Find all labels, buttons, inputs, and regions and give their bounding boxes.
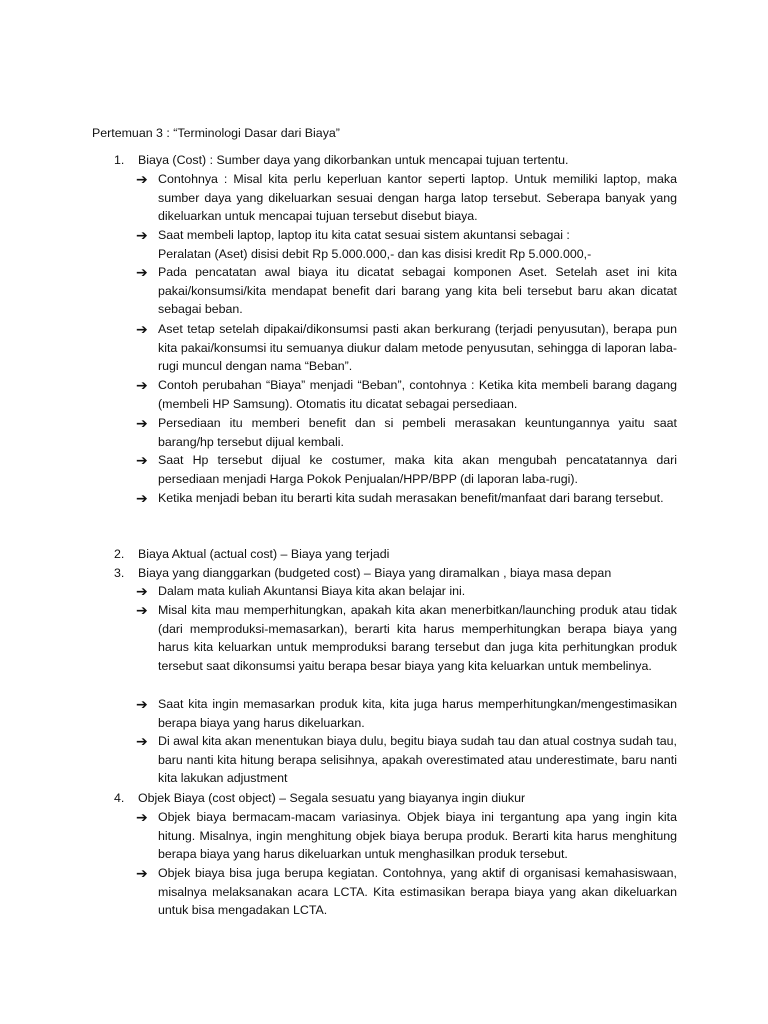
arrow-right-icon: ➔ bbox=[136, 602, 148, 618]
section-1-bullet-1 bbox=[136, 170, 677, 226]
section-3-number: 3. bbox=[114, 566, 125, 580]
section-3-bullet-2 bbox=[136, 601, 677, 676]
section-1-bullet-4 bbox=[136, 320, 677, 376]
section-1-heading: Biaya (Cost) : Sumber daya yang dikorbankan untuk mencapai tujuan tertentu. bbox=[138, 153, 569, 167]
bullet-text: Dalam mata kuliah Akuntansi Biaya kita akan belajar ini. bbox=[158, 584, 466, 598]
section-4-bullet-1 bbox=[136, 808, 677, 864]
section-3-heading: Biaya yang dianggarkan (budgeted cost) – Biaya yang diramalkan , biaya masa depan bbox=[138, 566, 612, 580]
bullet-text: Objek biaya bermacam-macam variasinya. Objek biaya ini tergantung apa yang ingin kita hitung. Misalnya, ingin menghitung objek biaya berupa produk. Berarti kita harus menghitung berapa biaya yang harus dikeluarkan untuk menghasilkan produk tersebut. bbox=[158, 810, 677, 862]
section-3-bullet-4 bbox=[136, 732, 677, 788]
arrow-right-icon: ➔ bbox=[136, 583, 148, 599]
bullet-text: Saat Hp tersebut dijual ke costumer, maka kita akan mengubah pencatatannya dari persediaan menjadi Harga Pokok Penjualan/HPP/BPP (di laporan laba-rugi). bbox=[158, 453, 677, 486]
bullet-text: Saat membeli laptop, laptop itu kita catat sesuai sistem akuntansi sebagai : bbox=[158, 228, 570, 242]
arrow-right-icon: ➔ bbox=[136, 415, 148, 431]
section-3-bullet-3 bbox=[136, 695, 677, 732]
arrow-right-icon: ➔ bbox=[136, 452, 148, 468]
section-2-heading: Biaya Aktual (actual cost) – Biaya yang terjadi bbox=[138, 547, 390, 561]
bullet-text: Objek biaya bisa juga berupa kegiatan. Contohnya, yang aktif di organisasi kemahasiswaan, misalnya melaksanakan acara LCTA. Kita estimasikan berapa biaya yang akan dikeluarkan untuk bisa mengadakan LCTA. bbox=[158, 866, 677, 918]
arrow-right-icon: ➔ bbox=[136, 264, 148, 280]
arrow-right-icon: ➔ bbox=[136, 227, 148, 243]
bullet-text: Saat kita ingin memasarkan produk kita, kita juga harus memperhitungkan/mengestimasikan berapa biaya yang harus dikeluarkan. bbox=[158, 697, 677, 730]
section-4-bullet-2 bbox=[136, 864, 677, 920]
section-1-bullet-6 bbox=[136, 414, 677, 451]
bullet-text: Persediaan itu memberi benefit dan si pembeli merasakan keuntungannya yaitu saat barang/hp tersebut dijual kembali. bbox=[158, 416, 677, 449]
section-2-number: 2. bbox=[114, 547, 125, 561]
bullet-text: Contoh perubahan “Biaya” menjadi “Beban”, contohnya : Ketika kita membeli barang dagang (membeli HP Samsung). Otomatis itu dicatat sebagai persediaan. bbox=[158, 378, 677, 411]
arrow-right-icon: ➔ bbox=[136, 809, 148, 825]
section-1-bullet-3 bbox=[136, 263, 677, 319]
section-4-heading: Objek Biaya (cost object) – Segala sesuatu yang biayanya ingin diukur bbox=[138, 791, 526, 805]
page-title: Pertemuan 3 : “Terminologi Dasar dari Biaya” bbox=[92, 126, 340, 140]
arrow-right-icon: ➔ bbox=[136, 171, 148, 187]
bullet-text: Aset tetap setelah dipakai/dikonsumsi pasti akan berkurang (terjadi penyusutan), berapa pun kita pakai/konsumsi itu semuanya diukur dalam metode penyusutan, sehingga di laporan laba-rugi muncul dengan nama “Beban”. bbox=[158, 322, 677, 374]
section-1-number: 1. bbox=[114, 153, 125, 167]
arrow-right-icon: ➔ bbox=[136, 733, 148, 749]
bullet-text: Misal kita mau memperhitungkan, apakah kita akan menerbitkan/launching produk atau tidak (dari memproduksi-memasarkan), berarti kita harus memperhitungkan berapa biaya yang harus kita keluarkan untuk memproduksi barang tersebut dan juga kita perhitungkan produk tersebut saat dikonsumsi yaitu berapa besar biaya yang kita keluarkan untuk membelinya. bbox=[158, 603, 677, 674]
bullet-text: Ketika menjadi beban itu berarti kita sudah merasakan benefit/manfaat dari barang tersebut. bbox=[158, 491, 664, 505]
bullet-text: Contohnya : Misal kita perlu keperluan kantor seperti laptop. Untuk memiliki laptop, maka sumber daya yang dikeluarkan sesuai dengan harga latop tersebut. Seberapa banyak yang dikeluarkan untuk mencapai tujuan tersebut disebut biaya. bbox=[158, 172, 677, 224]
section-1-bullet-7 bbox=[136, 451, 677, 488]
arrow-right-icon: ➔ bbox=[136, 490, 148, 506]
arrow-right-icon: ➔ bbox=[136, 377, 148, 393]
arrow-right-icon: ➔ bbox=[136, 696, 148, 712]
section-1-bullet-2 bbox=[136, 226, 677, 263]
section-3-bullet-1 bbox=[136, 582, 677, 601]
section-1-bullet-8 bbox=[136, 489, 677, 508]
bullet-text: Pada pencatatan awal biaya itu dicatat sebagai komponen Aset. Setelah aset ini kita pakai/konsumsi/kita mendapat benefit dari barang yang kita beli tersebut baru akan dicatat sebagai beban. bbox=[158, 265, 677, 317]
section-1-bullet-5 bbox=[136, 376, 677, 413]
bullet-text: Di awal kita akan menentukan biaya dulu, begitu biaya sudah tau dan atual costnya sudah tau, baru nanti kita hitung berapa selisihnya, apakah overestimated atau underestimate, baru nanti kita lakukan adjustment bbox=[158, 734, 677, 786]
journal-entry-line: Peralatan (Aset) disisi debit Rp 5.000.000,- dan kas disisi kredit Rp 5.000.000,- bbox=[158, 246, 592, 261]
arrow-right-icon: ➔ bbox=[136, 321, 148, 337]
section-4-number: 4. bbox=[114, 791, 125, 805]
arrow-right-icon: ➔ bbox=[136, 865, 148, 881]
